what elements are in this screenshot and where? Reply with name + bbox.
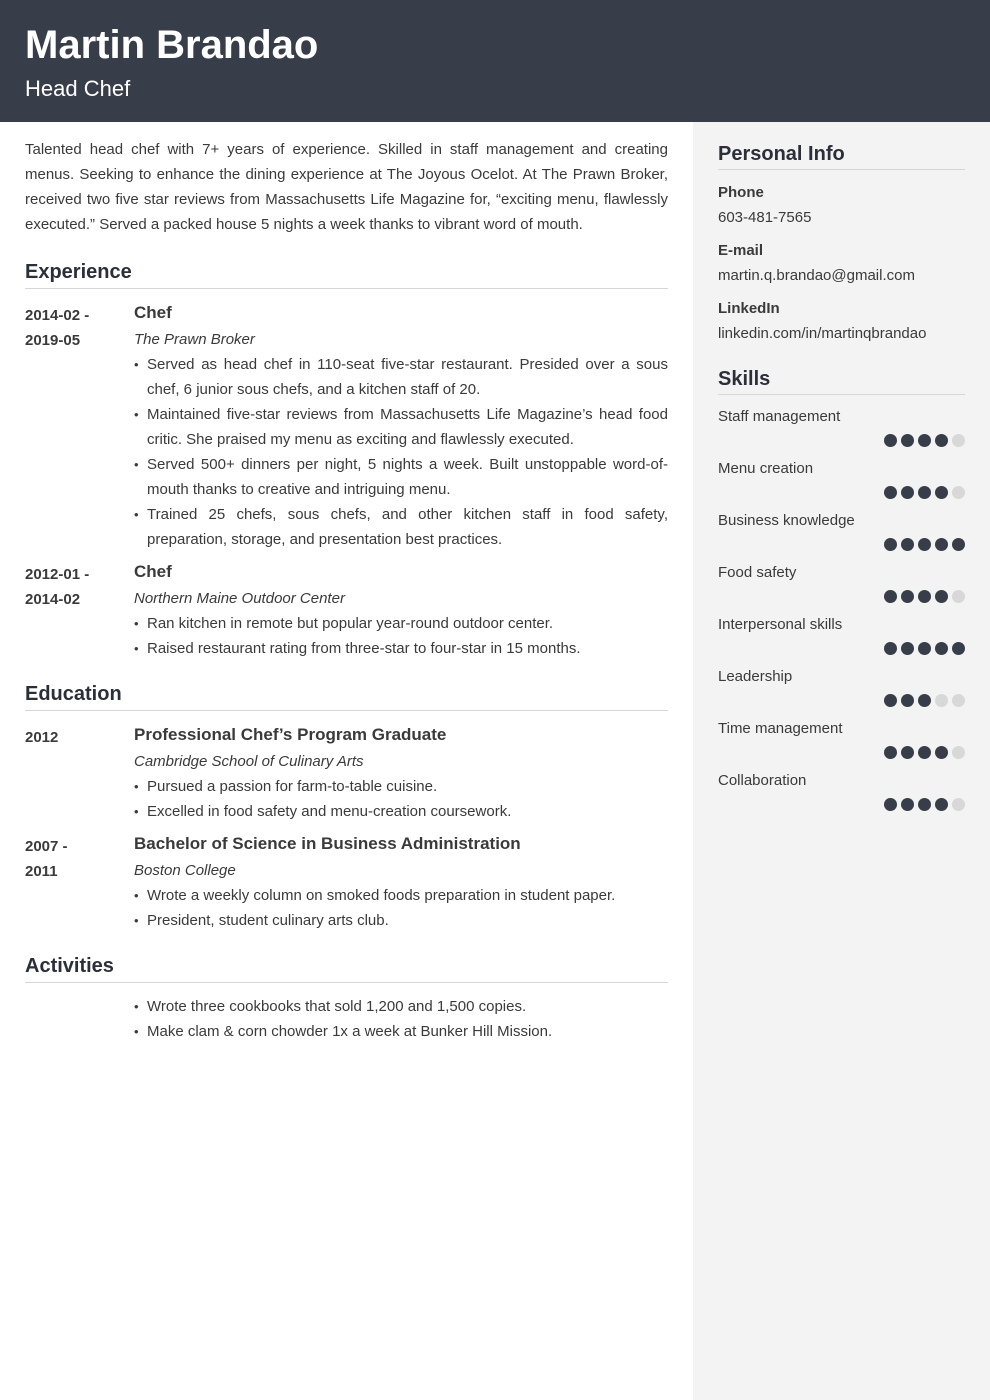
candidate-name: Martin Brandao	[25, 23, 319, 67]
rating-dot-empty-icon	[952, 486, 965, 499]
entry-org: The Prawn Broker	[134, 331, 255, 348]
bullet-item: • Maintained five-star reviews from Massachusetts Life Magazine’s head food critic. She praised my menu as exciting and flawlessly executed.	[134, 402, 668, 452]
rating-dot-empty-icon	[935, 694, 948, 707]
bullet-item: • Ran kitchen in remote but popular year-round outdoor center.	[134, 611, 668, 636]
summary-paragraph: Talented head chef with 7+ years of experience. Skilled in staff management and creating menus. Seeking to enhance the dining experience at The Joyous Ocelot. At The Prawn Broker, received two five star reviews from Massachusetts Life Magazine for, “exciting menu, flawlessly executed.” Served a packed house 5 nights a week thanks to vibrant word of mouth.	[25, 141, 668, 233]
info-label-linkedin: LinkedIn	[718, 300, 780, 317]
bullet-item: • Trained 25 chefs, sous chefs, and other kitchen staff in food safety, preparation, storage, and presentation best practices.	[134, 502, 668, 552]
info-value-phone: 603-481-7565	[718, 209, 812, 226]
rating-dot-filled-icon	[935, 642, 948, 655]
skill-item	[718, 771, 965, 811]
skill-item	[718, 563, 965, 603]
rating-dot-filled-icon	[918, 434, 931, 447]
section-heading-skills: Skills	[718, 366, 965, 395]
bullet-item: • Raised restaurant rating from three-star to four-star in 15 months.	[134, 636, 668, 661]
activities-section	[25, 953, 668, 1044]
entry-role: Chef	[134, 303, 172, 322]
experience-entry	[25, 301, 668, 552]
skill-item	[718, 615, 965, 655]
entry-bullets	[134, 883, 668, 933]
bullet-item: • Wrote a weekly column on smoked foods preparation in student paper.	[134, 883, 668, 908]
skill-item	[718, 719, 965, 759]
bullet-item: • Make clam & corn chowder 1x a week at Bunker Hill Mission.	[134, 1019, 668, 1044]
education-section	[25, 681, 668, 933]
entry-dates	[25, 560, 134, 661]
rating-dot-filled-icon	[901, 486, 914, 499]
skill-name: Time management	[718, 720, 843, 737]
entry-date-end: 2019-05	[25, 332, 81, 349]
entry-org: Northern Maine Outdoor Center	[134, 590, 345, 607]
rating-dot-filled-icon	[901, 694, 914, 707]
rating-dot-filled-icon	[901, 642, 914, 655]
section-heading-education: Education	[25, 681, 668, 711]
rating-dot-filled-icon	[918, 486, 931, 499]
entry-date-start: 2012-01 -	[25, 566, 90, 583]
info-value-email: martin.q.brandao@gmail.com	[718, 267, 915, 284]
section-heading-activities: Activities	[25, 953, 668, 983]
entry-degree: Professional Chef’s Program Graduate	[134, 725, 447, 744]
skill-rating	[718, 642, 965, 655]
skill-item	[718, 459, 965, 499]
rating-dot-filled-icon	[884, 642, 897, 655]
rating-dot-empty-icon	[952, 746, 965, 759]
activities-bullets	[134, 994, 668, 1044]
rating-dot-filled-icon	[935, 538, 948, 551]
rating-dot-empty-icon	[952, 694, 965, 707]
skill-rating	[718, 486, 965, 499]
bullet-item: • Served 500+ dinners per night, 5 nights a week. Built unstoppable word-of-mouth thanks to creative and intriguing menu.	[134, 452, 668, 502]
entry-date-start: 2014-02 -	[25, 307, 90, 324]
entry-content	[134, 560, 668, 661]
rating-dot-filled-icon	[935, 798, 948, 811]
sidebar	[693, 122, 990, 1400]
entry-bullets	[134, 611, 668, 661]
rating-dot-filled-icon	[884, 798, 897, 811]
main-column	[25, 122, 668, 1044]
entry-degree: Bachelor of Science in Business Administration	[134, 834, 521, 853]
skill-item	[718, 667, 965, 707]
skill-item	[718, 407, 965, 447]
rating-dot-filled-icon	[884, 746, 897, 759]
info-label-email: E-mail	[718, 242, 764, 259]
skill-name: Leadership	[718, 668, 793, 685]
rating-dot-filled-icon	[952, 642, 965, 655]
experience-entry	[25, 560, 668, 661]
skill-name: Interpersonal skills	[718, 616, 843, 633]
entry-date-end: 2014-02	[25, 591, 81, 608]
education-entry	[25, 723, 668, 824]
rating-dot-filled-icon	[884, 590, 897, 603]
info-value-linkedin: linkedin.com/in/martinqbrandao	[718, 325, 927, 342]
skills-list	[718, 407, 965, 811]
entry-dates	[25, 832, 134, 933]
rating-dot-filled-icon	[901, 538, 914, 551]
skill-name: Business knowledge	[718, 512, 855, 529]
rating-dot-filled-icon	[884, 538, 897, 551]
rating-dot-filled-icon	[935, 434, 948, 447]
info-label-phone: Phone	[718, 184, 764, 201]
rating-dot-filled-icon	[918, 694, 931, 707]
entry-date-start: 2012	[25, 729, 59, 746]
skill-item	[718, 511, 965, 551]
experience-section	[25, 259, 668, 661]
entry-content	[134, 301, 668, 552]
rating-dot-filled-icon	[918, 798, 931, 811]
entry-bullets	[134, 774, 668, 824]
rating-dot-filled-icon	[884, 434, 897, 447]
rating-dot-filled-icon	[884, 694, 897, 707]
section-heading-experience: Experience	[25, 259, 668, 289]
sidebar-content	[718, 122, 965, 811]
bullet-item: • Served as head chef in 110-seat five-star restaurant. Presided over a sous chef, 6 junior sous chefs, and a kitchen staff of 20.	[134, 352, 668, 402]
rating-dot-filled-icon	[918, 746, 931, 759]
bullet-item: • President, student culinary arts club.	[134, 908, 668, 933]
skill-rating	[718, 798, 965, 811]
entry-content	[134, 832, 668, 933]
skill-rating	[718, 538, 965, 551]
rating-dot-filled-icon	[935, 746, 948, 759]
rating-dot-filled-icon	[901, 590, 914, 603]
rating-dot-empty-icon	[952, 590, 965, 603]
resume-header	[0, 0, 990, 122]
rating-dot-filled-icon	[918, 642, 931, 655]
rating-dot-filled-icon	[952, 538, 965, 551]
rating-dot-filled-icon	[901, 434, 914, 447]
rating-dot-filled-icon	[901, 798, 914, 811]
bullet-item: • Pursued a passion for farm-to-table cuisine.	[134, 774, 668, 799]
rating-dot-empty-icon	[952, 798, 965, 811]
skill-rating	[718, 590, 965, 603]
rating-dot-empty-icon	[952, 434, 965, 447]
rating-dot-filled-icon	[935, 486, 948, 499]
entry-dates	[25, 301, 134, 552]
entry-school: Cambridge School of Culinary Arts	[134, 753, 364, 770]
entry-role: Chef	[134, 562, 172, 581]
skill-name: Collaboration	[718, 772, 807, 789]
bullet-item: • Excelled in food safety and menu-creation coursework.	[134, 799, 668, 824]
entry-bullets	[134, 352, 668, 552]
skill-rating	[718, 694, 965, 707]
skill-rating	[718, 746, 965, 759]
entry-dates	[25, 723, 134, 824]
entry-date-end: 2011	[25, 863, 58, 880]
entry-content	[134, 723, 668, 824]
education-entry	[25, 832, 668, 933]
entry-date-start: 2007 -	[25, 838, 68, 855]
section-heading-personal-info: Personal Info	[718, 141, 965, 170]
rating-dot-filled-icon	[935, 590, 948, 603]
rating-dot-filled-icon	[918, 538, 931, 551]
entry-school: Boston College	[134, 862, 236, 879]
rating-dot-filled-icon	[901, 746, 914, 759]
skill-rating	[718, 434, 965, 447]
bullet-item: • Wrote three cookbooks that sold 1,200 and 1,500 copies.	[134, 994, 668, 1019]
skills-section	[718, 366, 965, 811]
skill-name: Menu creation	[718, 460, 814, 477]
personal-info-section	[718, 141, 965, 344]
skill-name: Food safety	[718, 564, 797, 581]
candidate-title: Head Chef	[25, 76, 131, 101]
rating-dot-filled-icon	[884, 486, 897, 499]
skill-name: Staff management	[718, 408, 841, 425]
rating-dot-filled-icon	[918, 590, 931, 603]
